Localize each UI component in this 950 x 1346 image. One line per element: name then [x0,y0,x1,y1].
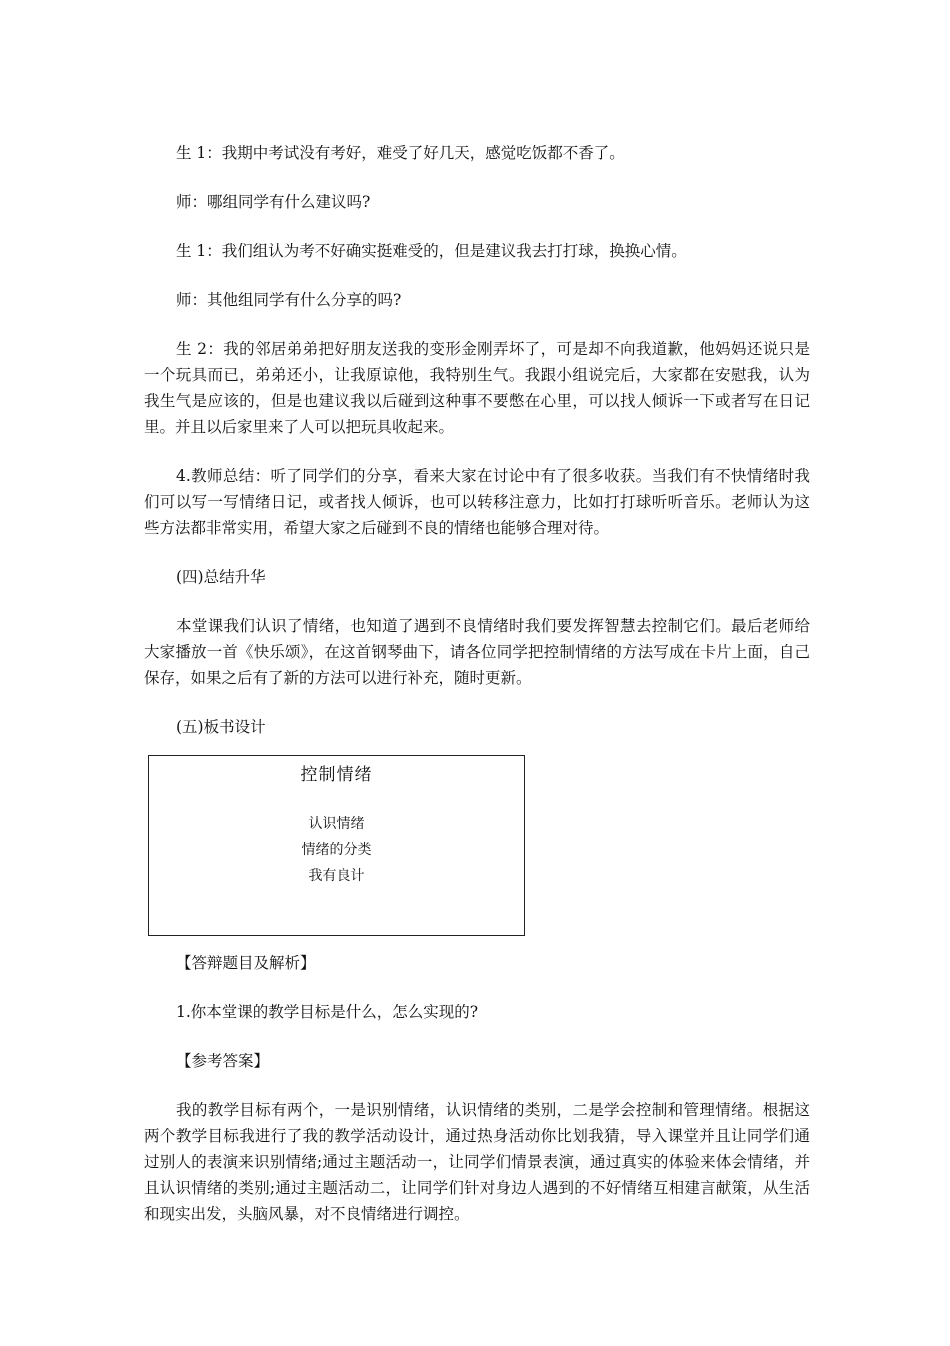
heading-board-design: (五)板书设计 [176,718,266,736]
paragraph-teacher-share: 师：其他组同学有什么分享的吗? [176,291,402,309]
board-item: 认识情绪 [308,816,365,832]
board-title: 控制情绪 [300,765,373,785]
board-design-box [148,755,525,936]
answer-paragraph: 我的教学目标有两个，一是识别情绪，认识情绪的类别，二是学会控制和管理情绪。根据这两个教学目标我进行了我的教学活动设计，通过热身活动你比划我猜，导入课堂并且让同学们通过别人的表演来识别情绪;通过主题活动一，让同学们情景表演，通过真实的体验来体会情绪，并且认识情绪的类别;通过主题活动二，让同学们针对身边人遇到的不好情绪互相建言献策，从生活和现实出发，头脑风暴，对不良情绪进行调控。 [144,1101,810,1223]
paragraph-teacher-question: 师：哪组同学有什么建议吗? [176,193,371,211]
heading-summary: (四)总结升华 [176,568,266,586]
document-page [144,140,810,1250]
board-item: 我有良计 [308,868,365,884]
paragraph-student1-suggestion: 生 1：我们组认为考不好确实挺难受的，但是建议我去打打球，换换心情。 [176,242,687,260]
paragraph-teacher-summary: 4.教师总结：听了同学们的分享，看来大家在讨论中有了很多收获。当我们有不快情绪时我们可以写一写情绪日记，或者找人倾诉，也可以转移注意力，比如打打球听听音乐。老师认为这些方法都非常实用，希望大家之后碰到不良的情绪也能够合理对待。 [144,467,810,537]
heading-defense-questions: 【答辩题目及解析】 [176,954,316,972]
question-1: 1.你本堂课的教学目标是什么，怎么实现的? [176,1003,479,1021]
board-item: 情绪的分类 [301,842,372,858]
board-items [149,811,524,889]
heading-reference-answer: 【参考答案】 [176,1052,270,1070]
paragraph-student2-story: 生 2：我的邻居弟弟把好朋友送我的变形金刚弄坏了，可是却不向我道歉，他妈妈还说只是一个玩具而已，弟弟还小，让我原谅他，我特别生气。我跟小组说完后，大家都在安慰我，认为我生气是应该的，但是也建议我以后碰到这种事不要憋在心里，可以找人倾诉一下或者写在日记里。并且以后家里来了人可以把玩具收起来。 [144,340,810,436]
paragraph-summary: 本堂课我们认识了情绪，也知道了遇到不良情绪时我们要发挥智慧去控制它们。最后老师给大家播放一首《快乐颂》，在这首钢琴曲下，请各位同学把控制情绪的方法写成在卡片上面，自己保存，如果之后有了新的方法可以进行补充，随时更新。 [144,617,810,687]
paragraph-student1-exam: 生 1：我期中考试没有考好，难受了好几天，感觉吃饭都不香了。 [176,144,625,162]
